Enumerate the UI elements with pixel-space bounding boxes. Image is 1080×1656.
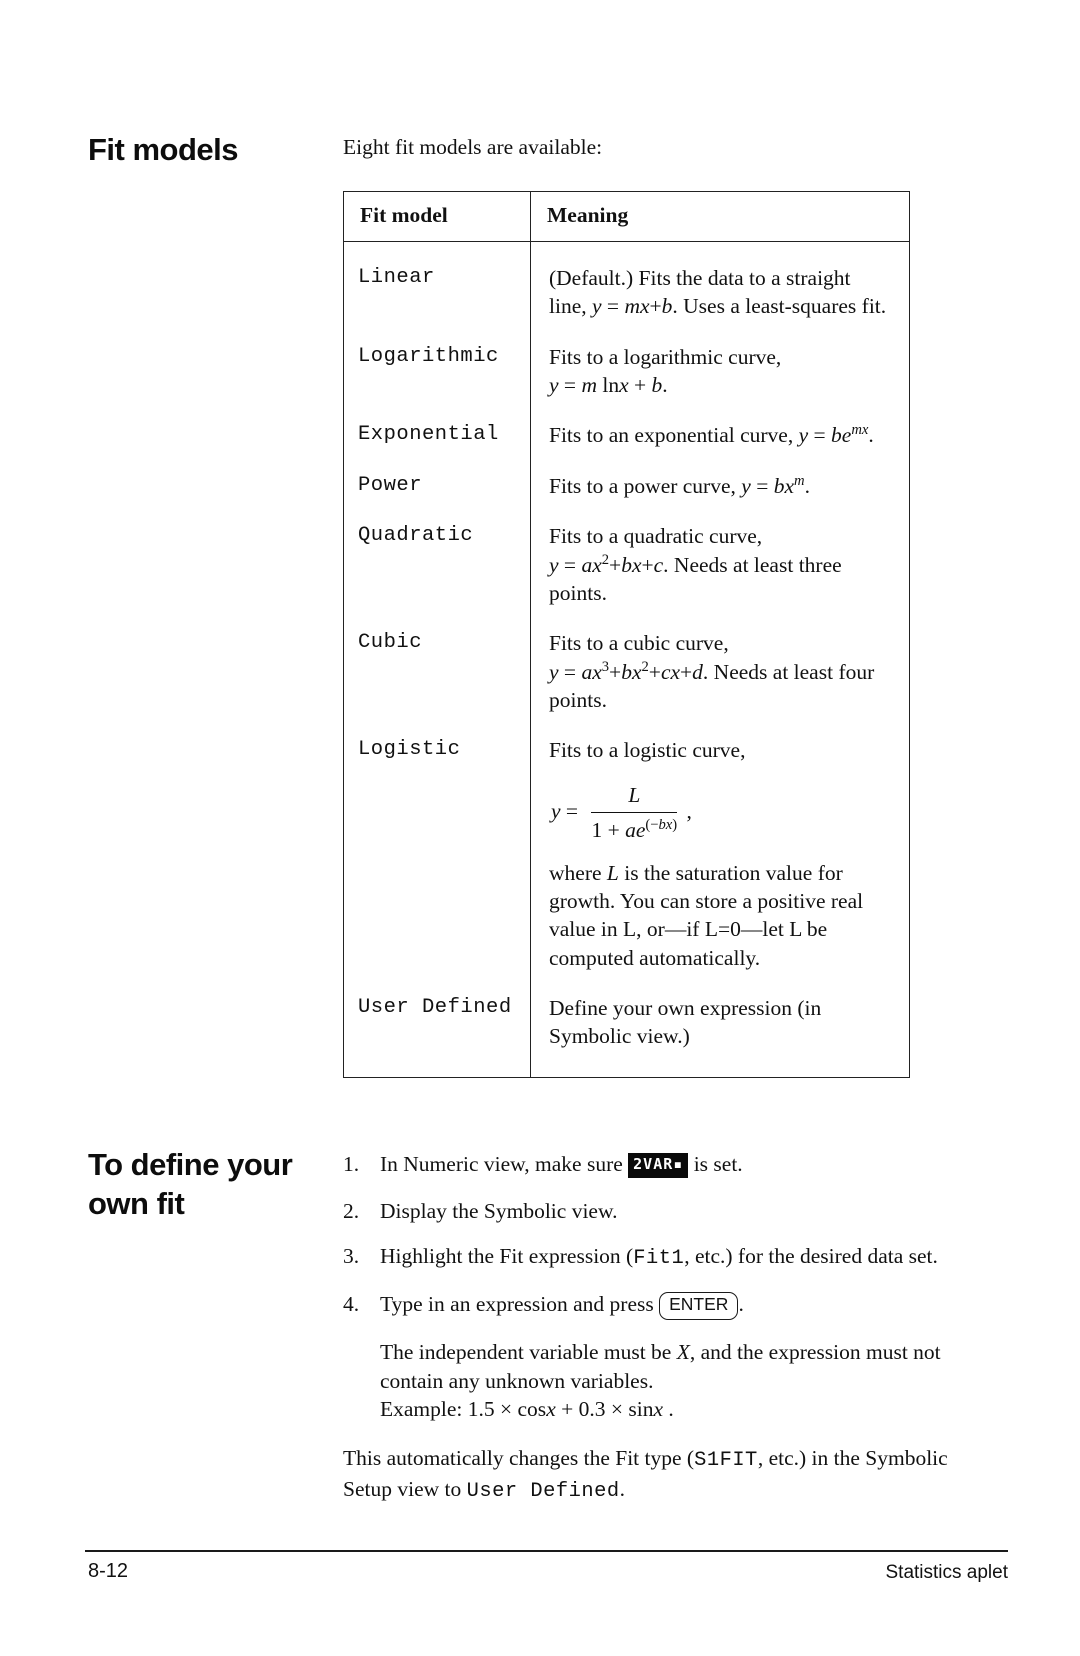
table-row [344,241,910,320]
step-number: 2. [343,1198,360,1223]
step-number: 1. [343,1152,360,1176]
header-meaning: Meaning [531,191,910,241]
table-row [344,321,910,400]
table-row [344,450,910,500]
fit-model-name: Linear [344,241,531,320]
table-row [344,972,910,1077]
fit-model-meaning: (Default.) Fits the data to a straight line, y = mx+b. Uses a least-squares fit. [531,241,910,320]
fit-model-meaning: Fits to a cubic curve, $y = ax^3+bx^2+cx+d$. Needs at least four points. [531,607,910,714]
fit-model-meaning: Fits to an exponential curve, $y = be^{mx}$. [531,399,910,449]
step-text: Highlight the Fit expression (Fit1, etc.) for the desired data set. [380,1244,938,1271]
table-row [344,399,910,449]
step4-note: The independent variable must be X, and the expression must not contain any unknown variables. Example: 1.5 × cosx + 0.3 × sinx . [380,1339,941,1422]
step-number: 3. [343,1244,360,1269]
fit-model-name: Cubic [344,607,531,714]
fit-model-name: User Defined [344,972,531,1077]
fit-model-name: Logarithmic [344,321,531,400]
margin-column [88,1146,343,1505]
table-row [344,500,910,607]
chapter-title: Statistics aplet [885,1562,1008,1583]
fit-models-heading: Fit models [88,132,239,167]
step-text: In Numeric view, make sure 2VAR▪ is set. [380,1152,743,1176]
define-own-fit-heading: To define your own fit [88,1147,293,1221]
table-row [344,714,910,972]
margin-column [88,131,343,1078]
page-number: 8-12 [88,1560,129,1582]
fit-model-name: Exponential [344,399,531,449]
fit-model-name: Logistic [344,714,531,972]
step-item [343,1150,968,1180]
fit-table-body [344,241,910,1077]
step-item [343,1290,968,1321]
define-own-fit-section [88,1146,1000,1505]
closing-paragraph: This automatically changes the Fit type (S1FIT, etc.) in the Symbolic Setup view to User Defined. [343,1446,948,1503]
header-fit-model: Fit model [344,191,531,241]
step-number: 4. [343,1292,360,1317]
steps-list [343,1146,1000,1321]
2var-menu-key: 2VAR▪ [628,1153,688,1178]
fit-model-meaning: Define your own expression (in Symbolic view.) [531,972,910,1077]
step-text: Display the Symbolic view. [380,1198,618,1223]
logistic-formula: y = $\frac{L}{1 + ae^{(-bx)}}$ , [551,782,692,843]
intro-text: Eight fit models are available: [343,135,603,159]
fit-model-meaning: Fits to a quadratic curve, $y = ax^2+bx+c$. Needs at least three points. [531,500,910,607]
table-row [344,607,910,714]
content-column [343,1146,1000,1505]
step-item [343,1197,968,1225]
fit-model-meaning: Fits to a power curve, $y = bx^m$. [531,450,910,500]
table-header-row [344,191,910,241]
fit-model-name: Quadratic [344,500,531,607]
fit-model-meaning: Fits to a logarithmic curve, y = m lnx + b. [531,321,910,400]
fit-models-section [88,131,1000,1078]
fit-models-table [343,191,910,1078]
content-column [343,131,1000,1078]
fit-model-name: Power [344,450,531,500]
enter-key: ENTER [659,1292,738,1320]
step-text: Type in an expression and press ENTER . [380,1290,968,1321]
fit-model-meaning: Fits to a logistic curve, y = $\frac{L}{1 + ae^{(-bx)}}$ , where L is the saturation value for growth. You can store a positive real value in L, or—if L=0—let L be computed automatically. [531,714,910,972]
footer-rule [85,1550,1008,1552]
step-item [343,1242,968,1273]
